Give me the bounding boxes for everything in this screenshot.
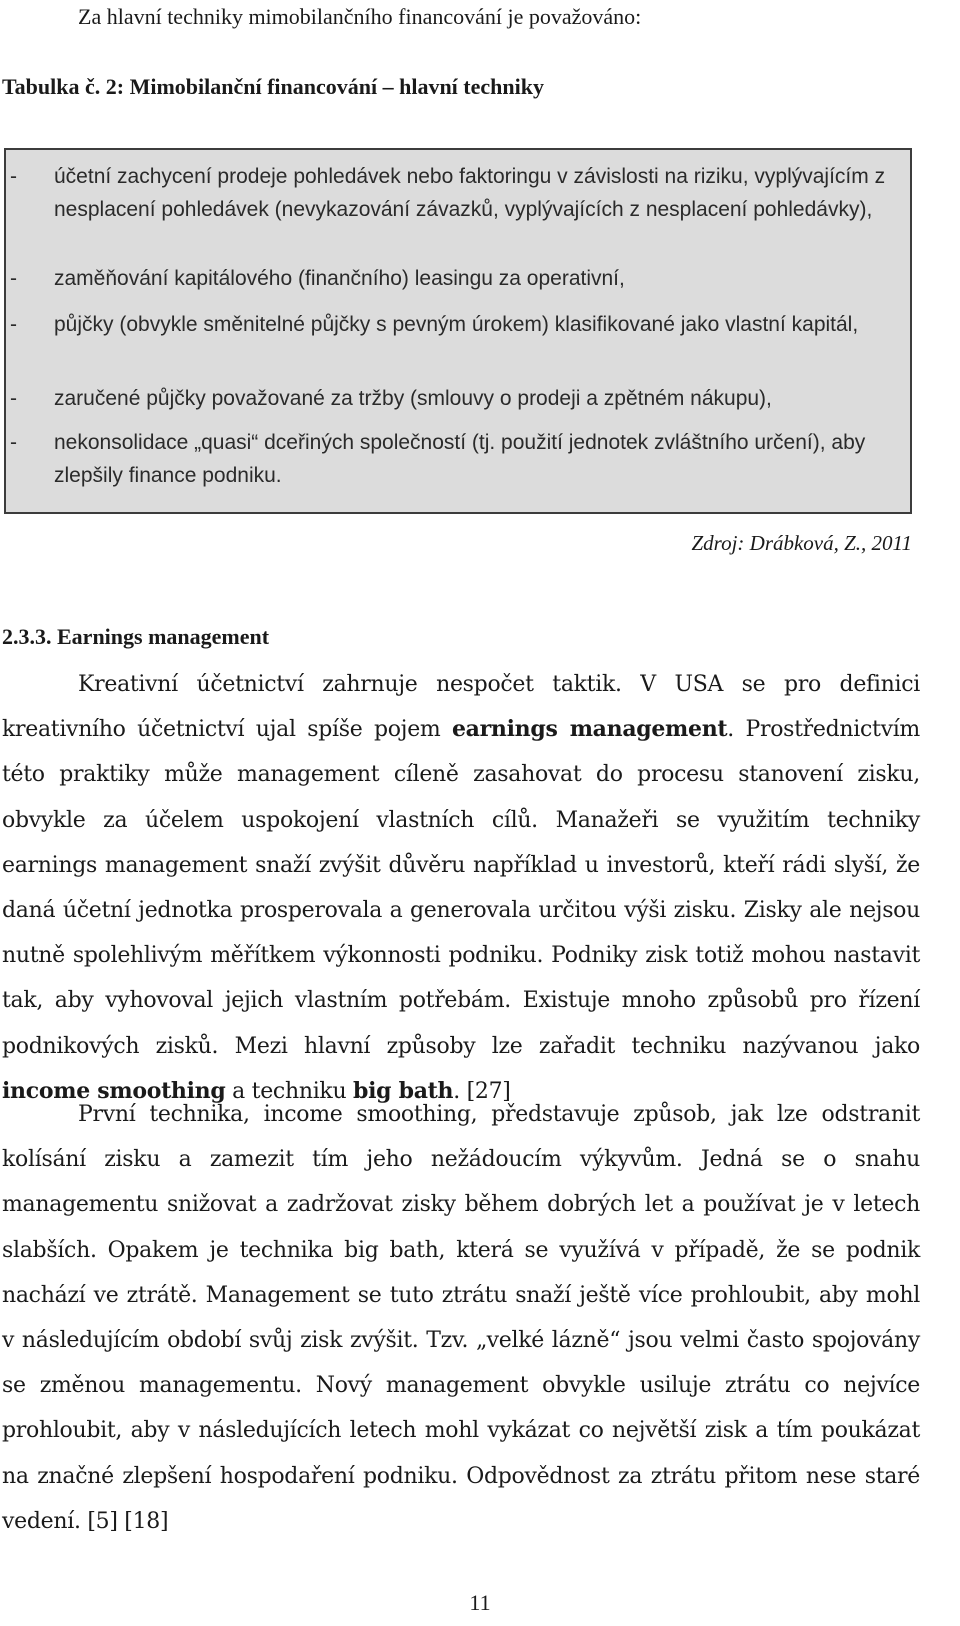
dash-bullet: - — [10, 267, 17, 290]
bold-term: income smoothing — [2, 1077, 226, 1104]
section-heading: 2.3.3. Earnings management — [2, 624, 270, 649]
paragraph-text: Kreativní účetnictví zahrnuje nespočet taktik. V USA se pro definici kreativního účetnictví ujal spíše pojem — [2, 672, 920, 743]
dash-bullet: - — [10, 313, 17, 336]
list-item-text: zaměňování kapitálového (finančního) leasingu za operativní, — [54, 267, 625, 290]
paragraph-text: . Prostřednictvím této praktiky může management cíleně zasahovat do procesu stanovení zisku, obvykle za účelem uspokojení vlastních cílů. Manažeři se využitím techniky earnings management snaží zvýšit důvěru například u investorů, kteří rádi slyší, že daná účetní jednotka prosperovala a generovala určitou výši zisku. Zisky ale nejsou nutně spolehlivým měřítkem výkonnosti podniku. Podniky zisk totiž mohou nastavit tak, aby vyhovoval jejich vlastním potřebám. Existuje mnoho způsobů pro řízení podnikových zisků. Mezi hlavní způsoby lze zařadit techniku nazývanou jako — [2, 717, 920, 1059]
dash-bullet: - — [10, 165, 17, 188]
techniques-box — [4, 148, 912, 514]
list-item — [6, 160, 886, 226]
list-item-text: nekonsolidace „quasi“ dceřiných společností (tj. použití jednotek zvláštního určení), aby zlepšily finance podniku. — [54, 431, 866, 487]
paragraph-earnings-management — [2, 662, 920, 1114]
dash-bullet: - — [10, 431, 17, 454]
bold-term: big bath — [353, 1077, 454, 1104]
intro-text: Za hlavní techniky mimobilančního financování je považováno: — [78, 4, 642, 29]
list-item — [6, 382, 886, 415]
list-item — [6, 262, 886, 295]
paragraph-income-smoothing: První technika, income smoothing, představuje způsob, jak lze odstranit kolísání zisku a zamezit tím jeho nežádoucím výkyvům. Jedná se o snahu managementu snižovat a zadržovat zisky během dobrých let a používat je v letech slabších. Opakem je technika big bath, která se využívá v případě, že se podnik nachází ve ztrátě. Management se tuto ztrátu snaží ještě více prohloubit, aby mohl v následujícím období svůj zisk zvýšit. Tzv. „velké lázně“ jsou velmi často spojovány se změnou managementu. Nový management obvykle usiluje ztrátu co nejvíce prohloubit, aby v následujících letech mohl vykázat co největší zisk a tím poukázat na značné zlepšení hospodaření podniku. Odpovědnost za ztrátu přitom nese staré vedení. [5] [18] — [2, 1102, 920, 1534]
table-caption: Tabulka č. 2: Mimobilanční financování – hlavní techniky — [2, 74, 544, 99]
list-item — [6, 308, 886, 341]
page-number: 11 — [469, 1590, 491, 1615]
list-item — [6, 426, 886, 492]
table-source: Zdroj: Drábková, Z., 2011 — [691, 531, 912, 555]
paragraph-text: a techniku — [225, 1078, 354, 1104]
list-item-text: zaručené půjčky považované za tržby (smlouvy o prodeji a zpětném nákupu), — [54, 387, 772, 410]
list-item-text: účetní zachycení prodeje pohledávek nebo faktoringu v závislosti na riziku, vyplývajícím z nesplacení pohledávek (nevykazování závazků, vyplývajících z nesplacení pohledávky), — [54, 165, 886, 221]
dash-bullet: - — [10, 387, 17, 410]
list-item-text: půjčky (obvykle směnitelné půjčky s pevným úrokem) klasifikované jako vlastní kapitál, — [54, 313, 859, 336]
paragraph-text: . [27] — [453, 1078, 511, 1104]
bold-term: earnings management — [451, 716, 728, 743]
